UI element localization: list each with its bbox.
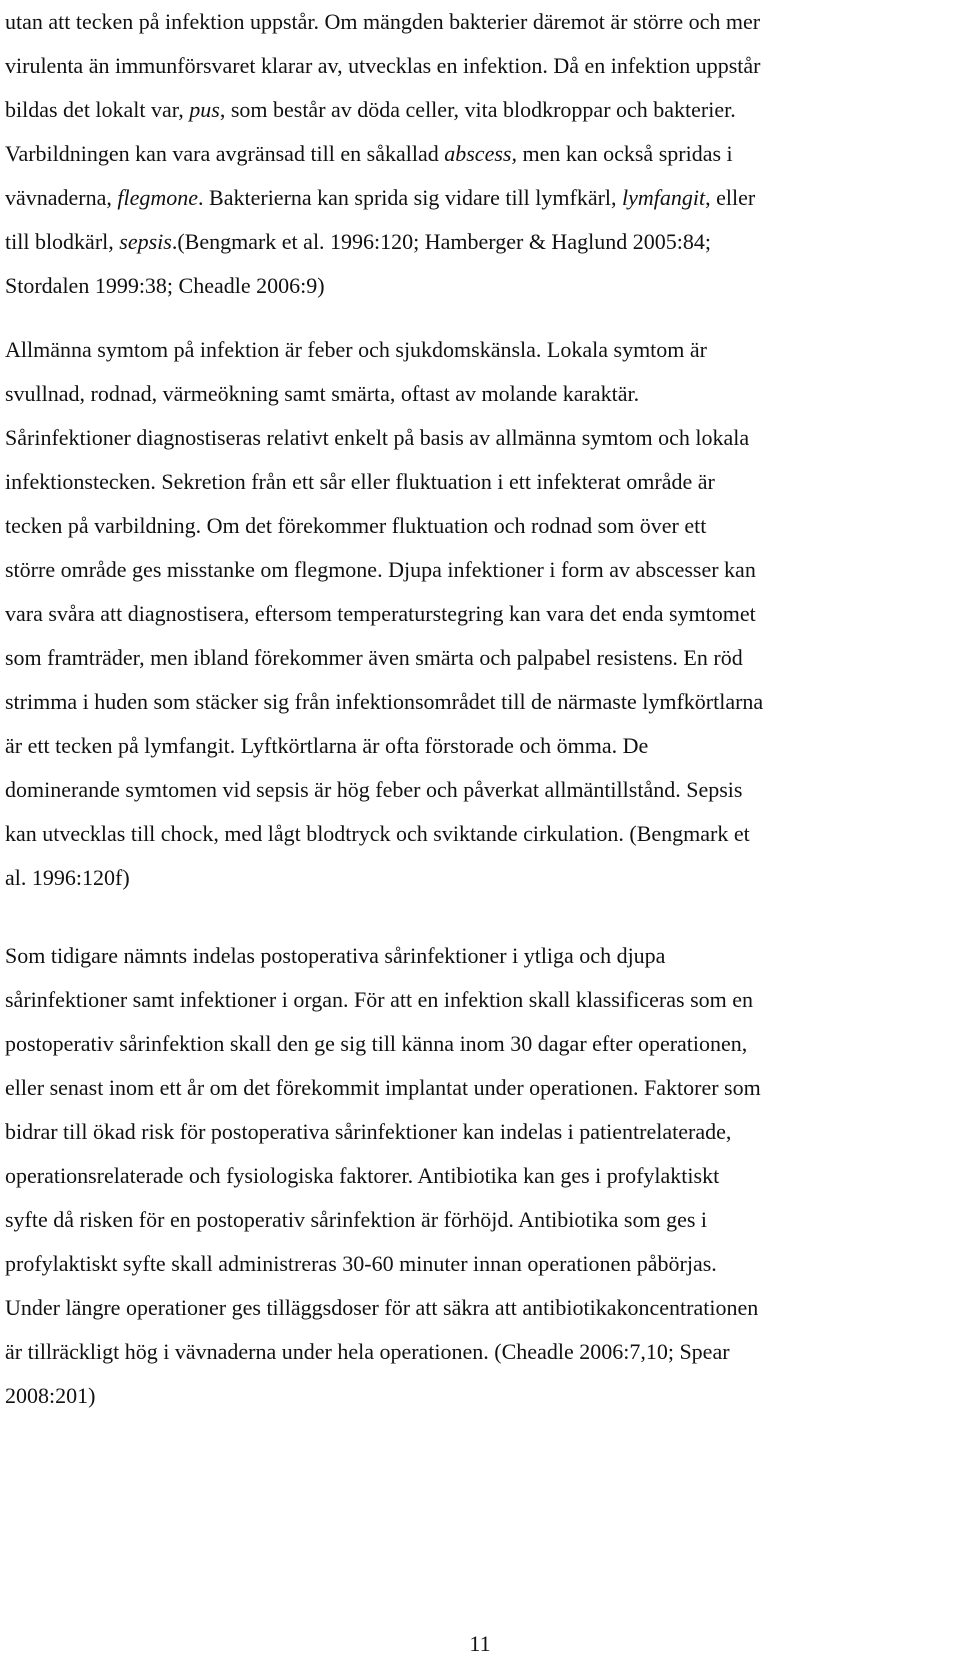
text-segment: , som består av döda celler, vita blodkroppar och bakterier. xyxy=(219,97,736,122)
text-line xyxy=(5,176,923,220)
text-segment: men kan också spridas i xyxy=(516,141,733,166)
page-number: 11 xyxy=(469,1631,491,1656)
text-line xyxy=(5,1374,923,1418)
text-segment: dominerande symtomen vid sepsis är hög feber och påverkat allmäntillstånd. Sepsis xyxy=(5,777,743,802)
text-segment: svullnad, rodnad, värmeökning samt smärta, oftast av molande karaktär. xyxy=(5,381,640,406)
text-segment: syfte då risken för en postoperativ sårinfektion är förhöjd. Antibiotika som ges i xyxy=(5,1207,708,1232)
text-line xyxy=(5,592,923,636)
text-line xyxy=(5,328,923,372)
text-segment: profylaktiskt syfte skall administreras 30-60 minuter innan operationen påbörjas. xyxy=(5,1251,717,1276)
text-line xyxy=(5,220,923,264)
text-segment: Under längre operationer ges tilläggsdoser för att säkra att antibiotikakoncentrationen xyxy=(5,1295,759,1320)
text-segment: utan att tecken på infektion uppstår. Om mängden bakterier däremot är större och mer xyxy=(5,9,761,34)
text-segment: Sårinfektioner diagnostiseras relativt enkelt på basis av allmänna symtom och lokala xyxy=(5,425,750,450)
text-segment: . Bakterierna kan sprida sig vidare till lymfkärl, xyxy=(198,185,623,210)
text-segment: virulenta än immunförsvaret klarar av, utvecklas en infektion. Då en infektion uppstår xyxy=(5,53,761,78)
text-segment: Varbildningen kan vara avgränsad till en såkallad xyxy=(5,141,445,166)
text-line xyxy=(5,1330,923,1374)
text-line xyxy=(5,680,923,724)
text-segment: är tillräckligt hög i vävnaderna under hela operationen. (Cheadle 2006:7,10; Spear xyxy=(5,1339,730,1364)
text-segment: operationsrelaterade och fysiologiska faktorer. Antibiotika kan ges i profylaktiskt xyxy=(5,1163,720,1188)
text-line xyxy=(5,724,923,768)
text-line xyxy=(5,264,923,308)
text-line xyxy=(5,132,923,176)
text-line xyxy=(5,44,923,88)
text-line xyxy=(5,978,923,1022)
text-line xyxy=(5,88,923,132)
text-segment: al. 1996:120f) xyxy=(5,865,130,890)
text-segment: Stordalen 1999:38; Cheadle 2006:9) xyxy=(5,273,325,298)
text-segment: , eller xyxy=(705,185,756,210)
text-line xyxy=(5,1286,923,1330)
text-segment: infektionstecken. Sekretion från ett sår eller fluktuation i ett infekterat område är xyxy=(5,469,715,494)
text-line xyxy=(5,768,923,812)
text-segment: .(Bengmark et al. 1996:120; Hamberger & Haglund 2005:84; xyxy=(171,229,711,254)
text-line xyxy=(5,504,923,548)
text-line xyxy=(5,812,923,856)
text-segment: till blodkärl, xyxy=(5,229,120,254)
text-line xyxy=(5,856,923,900)
text-segment: vara svåra att diagnostisera, eftersom temperaturstegring kan vara det enda symtomet xyxy=(5,601,756,626)
italic-term: lymfangit xyxy=(622,185,706,210)
text-segment: strimma i huden som stäcker sig från infektionsområdet till de närmaste lymfkörtlarna xyxy=(5,689,764,714)
text-line xyxy=(5,416,923,460)
text-line xyxy=(5,372,923,416)
paragraph-infection-development xyxy=(5,0,923,308)
text-line xyxy=(5,460,923,504)
italic-term: abscess, xyxy=(444,141,517,166)
paragraph-postoperative-infections xyxy=(5,934,923,1418)
text-segment: sårinfektioner samt infektioner i organ. För att en infektion skall klassificeras som en xyxy=(5,987,754,1012)
text-segment: postoperativ sårinfektion skall den ge sig till känna inom 30 dagar efter operationen, xyxy=(5,1031,748,1056)
text-segment: större område ges misstanke om flegmone. Djupa infektioner i form av abscesser kan xyxy=(5,557,756,582)
text-segment: 2008:201) xyxy=(5,1383,96,1408)
text-line xyxy=(5,1066,923,1110)
text-line xyxy=(5,1242,923,1286)
text-segment: bildas det lokalt var, xyxy=(5,97,190,122)
italic-term: sepsis xyxy=(119,229,172,254)
italic-term: flegmone xyxy=(117,185,199,210)
text-segment: Som tidigare nämnts indelas postoperativa sårinfektioner i ytliga och djupa xyxy=(5,943,666,968)
text-line xyxy=(5,1154,923,1198)
italic-term: pus xyxy=(189,97,220,122)
text-segment: bidrar till ökad risk för postoperativa sårinfektioner kan indelas i patientrelaterade, xyxy=(5,1119,732,1144)
text-line xyxy=(5,1110,923,1154)
text-segment: som framträder, men ibland förekommer även smärta och palpabel resistens. En röd xyxy=(5,645,743,670)
text-segment: tecken på varbildning. Om det förekommer fluktuation och rodnad som över ett xyxy=(5,513,707,538)
text-line xyxy=(5,934,923,978)
text-segment: eller senast inom ett år om det förekommit implantat under operationen. Faktorer som xyxy=(5,1075,761,1100)
text-segment: är ett tecken på lymfangit. Lyftkörtlarna är ofta förstorade och ömma. De xyxy=(5,733,649,758)
text-segment: Allmänna symtom på infektion är feber och sjukdomskänsla. Lokala symtom är xyxy=(5,337,708,362)
paragraph-infection-symptoms xyxy=(5,328,923,900)
text-line xyxy=(5,0,923,44)
text-segment: kan utvecklas till chock, med lågt blodtryck och sviktande cirkulation. (Bengmark et xyxy=(5,821,750,846)
text-line xyxy=(5,548,923,592)
text-segment: vävnaderna, xyxy=(5,185,118,210)
text-line xyxy=(5,1022,923,1066)
text-line xyxy=(5,636,923,680)
text-line xyxy=(5,1198,923,1242)
